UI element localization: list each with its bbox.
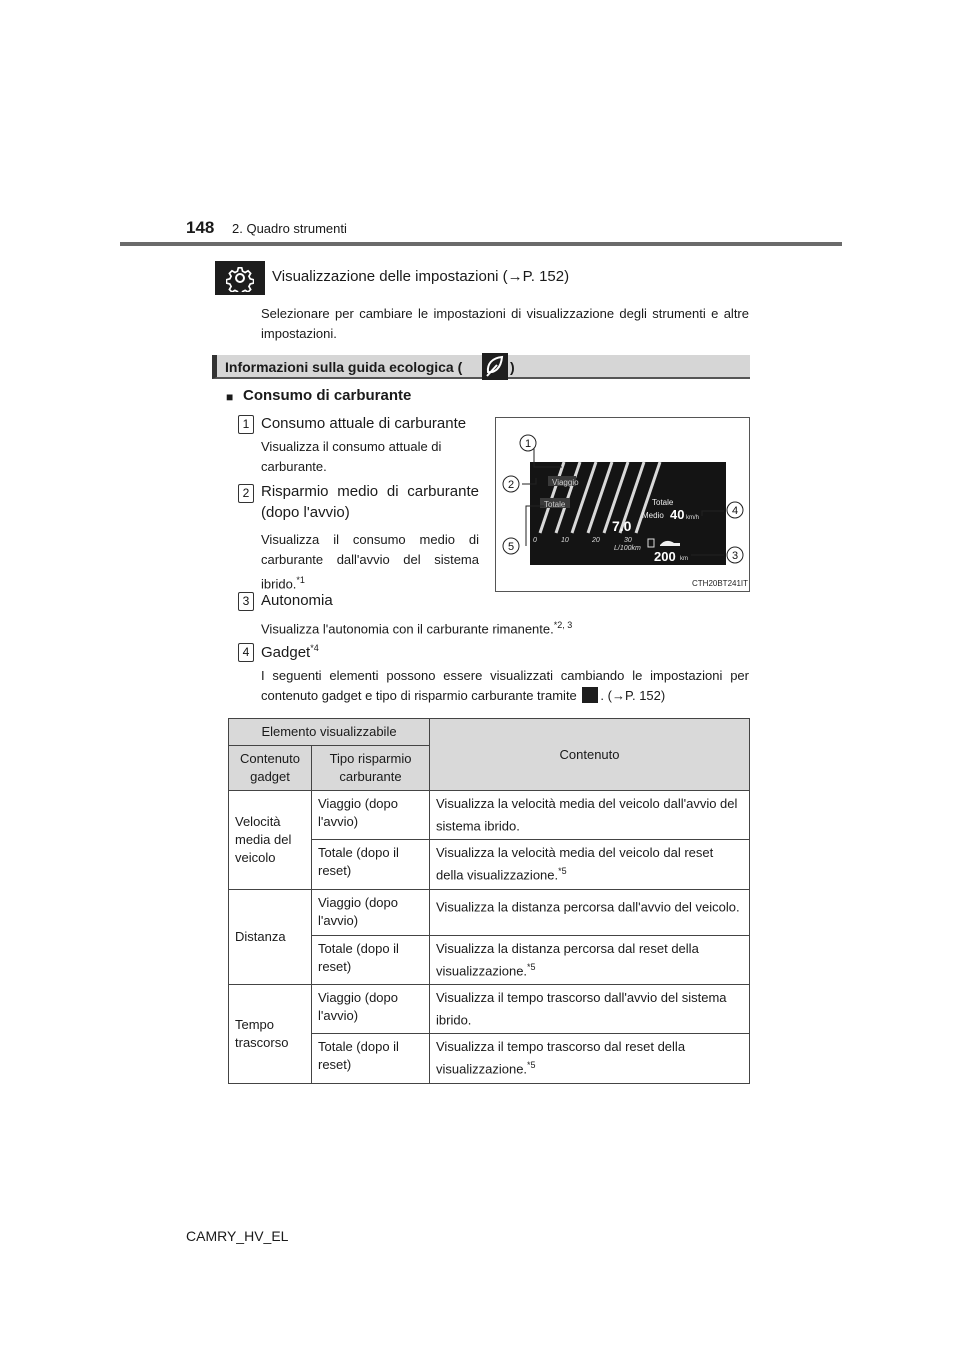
row-type: Totale (dopo il reset) [312,1034,430,1083]
row-type: Viaggio (dopo l'avvio) [312,984,430,1033]
item-title-4: Gadget$^{*4}$ [261,643,319,661]
item-number-1: 1 [238,415,254,434]
item-desc-3: Visualizza l'autonomia con il carburante rimanente.$^{*2, 3}$ [261,620,573,637]
figure-caption: CTH20BT241IT [692,579,749,588]
callout-2: 2 [507,479,515,491]
item-desc-2: Visualizza il consumo medio di carburante dall'avvio del sistema ibrido.$^{*1}$ [261,532,479,592]
item-title-3: Autonomia [261,592,333,609]
item-number-3: 3 [238,592,254,611]
row-content: Visualizza la velocità media del veicolo dal reset della visualizzazione.$^{*5}$ [430,840,750,889]
section-title-close: ) [510,359,515,375]
fig-label-trip: Viaggio [552,478,579,487]
subheading: Consumo di carburante [243,387,412,404]
footer-model: CAMRY_HV_EL [186,1228,289,1244]
header-rule [120,242,842,246]
row-content: Visualizza il tempo trascorso dall'avvio del sistema ibrido. [430,984,750,1033]
table-header-content: Contenuto [430,719,750,791]
callout-4: 4 [731,505,739,517]
item-title-2: Risparmio medio di carburante [261,483,479,500]
gadget-table [228,718,750,1084]
fig-speed-unit: km/h [686,515,700,521]
section-title: Informazioni sulla guida ecologica ( [225,359,463,375]
table-row [229,889,750,935]
instrument-figure [495,417,750,592]
row-type: Viaggio (dopo l'avvio) [312,791,430,840]
fig-scale-20: 20 [592,537,600,544]
fig-label-medio: Medio [642,511,664,520]
fig-range-value: 200 [654,549,676,564]
fig-scale-0: 0 [533,537,537,544]
callout-3: 3 [731,550,739,562]
table-row [229,984,750,1033]
row-type: Totale (dopo il reset) [312,935,430,984]
fig-label-total: Totale [544,500,566,509]
fig-scale-30: 30 [624,537,632,544]
item-number-4: 4 [238,643,254,662]
fig-speed-value: 40 [670,507,685,522]
item-desc-4: I seguenti elementi possono essere visualizzati cambiando le impostazioni per [261,668,749,683]
item-title-1: Consumo attuale di carburante [261,415,467,432]
row-content: Visualizza la distanza percorsa dal reset della visualizzazione.$^{*5}$ [430,935,750,984]
square-bullet: ■ [226,390,234,404]
settings-title: Visualizzazione delle impostazioni (→P. 152) [272,268,570,285]
item-desc-4-line2: contenuto gadget e tipo di risparmio carburante tramite . (→P. 152) [261,688,666,703]
fig-scale-10: 10 [561,537,569,544]
row-group: Tempo trascorso [229,984,312,1083]
item-title-2-line2: (dopo l'avvio) [261,504,350,521]
fig-range-unit: km [680,556,688,562]
row-content: Visualizza la distanza percorsa dall'avvio del veicolo. [430,889,750,935]
row-type: Viaggio (dopo l'avvio) [312,889,430,935]
gear-icon [582,687,598,703]
row-type: Totale (dopo il reset) [312,840,430,889]
table-header-col1: Contenuto gadget [229,746,312,791]
row-content: Visualizza la velocità media del veicolo dall'avvio del sistema ibrido. [430,791,750,840]
table-header-group: Elemento visualizzabile [229,719,430,746]
chapter-title: 2. Quadro strumenti [232,221,347,236]
callout-1: 1 [524,438,532,450]
row-group: Velocità media del veicolo [229,791,312,890]
row-content: Visualizza il tempo trascorso dal reset della visualizzazione.$^{*5}$ [430,1034,750,1083]
fig-unit: L/100km [614,545,641,552]
callout-5: 5 [507,541,515,553]
item-desc-1: Visualizza il consumo attuale di carburante. [261,439,442,474]
settings-description: Selezionare per cambiare le impostazioni di visualizzazione degli strumenti e altre impostazioni. [261,306,749,341]
leaf-icon [482,353,508,380]
fig-label-total-right: Totale [652,498,674,507]
table-row [229,791,750,840]
gear-icon [215,261,265,295]
item-number-2: 2 [238,484,254,503]
fig-consumption-value: 7.0 [612,518,632,534]
table-header-col2: Tipo risparmio carburante [312,746,430,791]
row-group: Distanza [229,889,312,984]
page-number: 148 [186,218,215,237]
